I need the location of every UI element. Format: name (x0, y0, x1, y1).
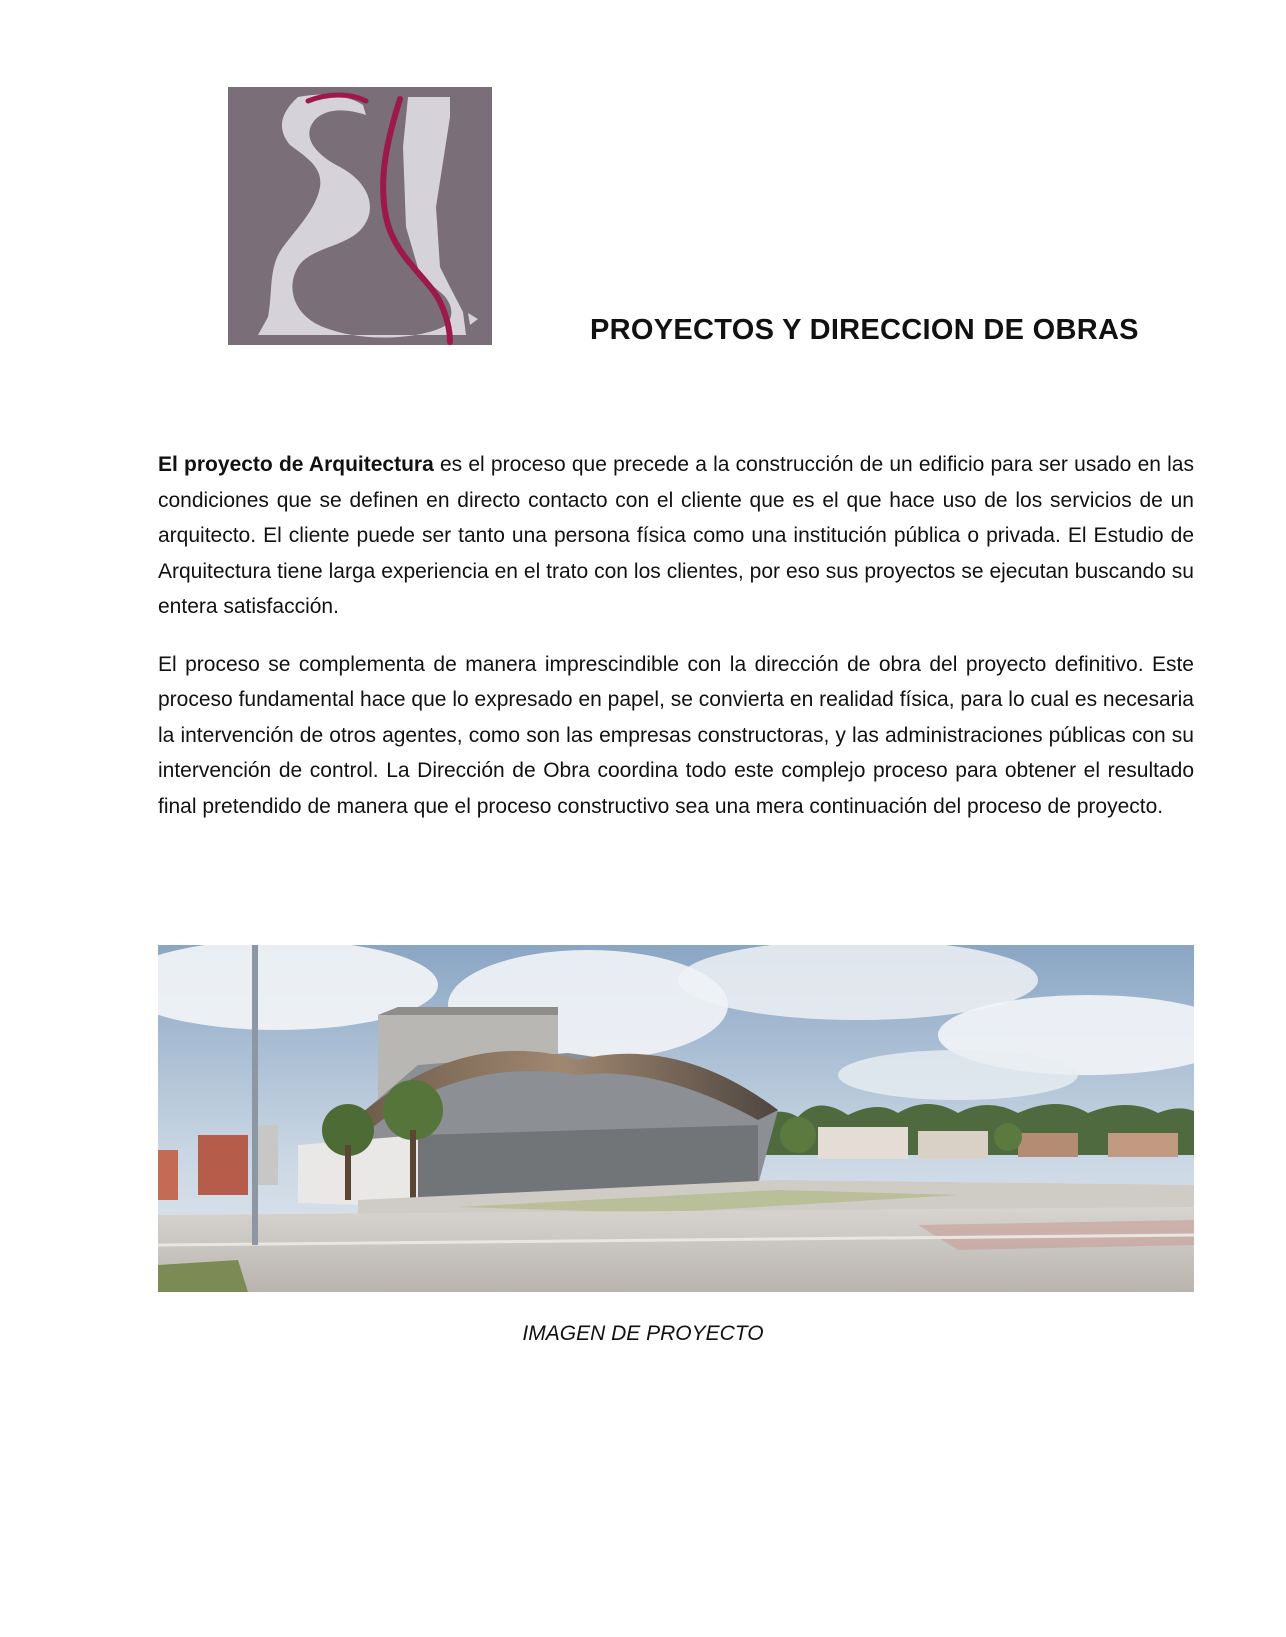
lamp-pole (252, 945, 258, 1245)
body-text (158, 447, 1194, 846)
second-paragraph: El proceso se complementa de manera imprescindible con la dirección de obra del proyecto definitivo. Este proceso fundamental hace que lo expresado en papel, se convierta en realidad física, para lo cual es necesaria la intervención de otros agentes, como son las empresas constructoras, y las administraciones públicas con su intervención de control. La Dirección de Obra coordina todo este complejo proceso para obtener el resultado final pretendido de manera que el proceso constructivo sea una mera continuación del proceso de proyecto. (158, 652, 1194, 818)
project-image (158, 945, 1194, 1292)
page-title: PROYECTOS Y DIRECCION DE OBRAS (590, 314, 1139, 346)
road (158, 1207, 1194, 1292)
studio-logo (228, 87, 492, 345)
intro-lead: El proyecto de Arquitectura (158, 453, 434, 476)
intro-paragraph (158, 447, 1194, 625)
intro-text: es el proceso que precede a la construcción de un edificio para ser usado en las condiciones que se definen en directo contacto con el cliente que es el que hace uso de los servicios de un arquitecto. El cliente puede ser tanto una persona física como una institución pública o privada. El Estudio de Arquitectura tiene larga experiencia en el trato con los clientes, por eso sus proyectos se ejecutan buscando su entera satisfacción. (158, 453, 1194, 618)
figure-caption: IMAGEN DE PROYECTO (522, 1322, 764, 1345)
